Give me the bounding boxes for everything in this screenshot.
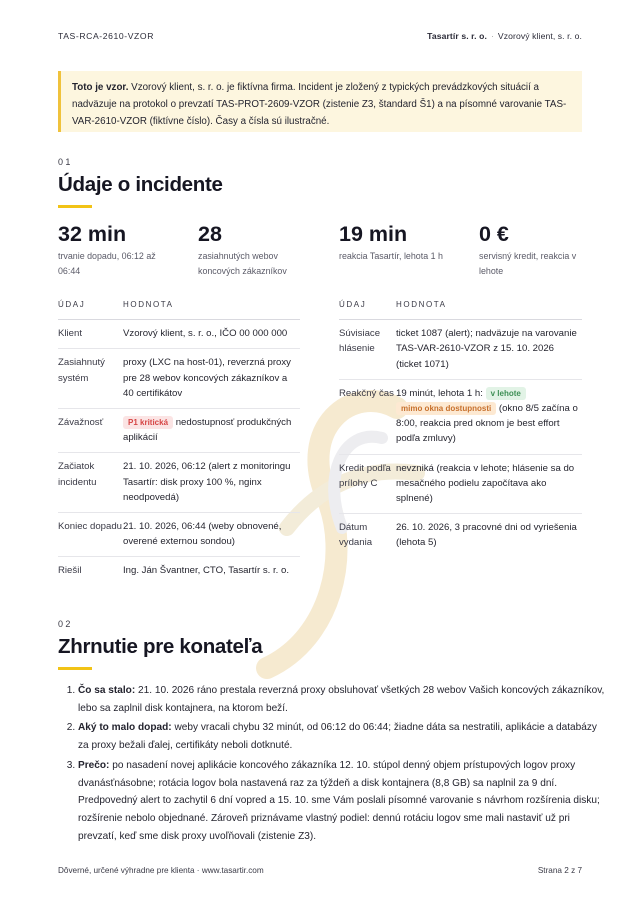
kpi-reaction	[339, 222, 459, 264]
section-number: 02	[58, 619, 73, 629]
row-label: Zasiahnutý systém	[58, 349, 123, 409]
reaction-time-text: 19 minút, lehota 1 h:	[396, 387, 483, 399]
section-number: 01	[58, 157, 73, 167]
kpi-duration	[58, 222, 178, 279]
row-value: 21. 10. 2026, 06:12 (alert z monitoringu Tasartír: disk proxy 100 %, nginx neodpovedá)	[123, 453, 300, 513]
row-value: ticket 1087 (alert); nadväzuje na varovanie TAS-VAR-2610-VZOR z 15. 10. 2026 (ticket 1071)	[396, 320, 582, 380]
header-separator: ·	[490, 31, 494, 41]
item-lead: Aký to malo dopad:	[78, 722, 172, 734]
table-row	[58, 320, 300, 349]
header-right	[427, 31, 582, 41]
table-row	[339, 379, 582, 454]
section-title: Údaje o incidente	[58, 173, 223, 196]
row-value: 26. 10. 2026, 3 pracovné dni od vyriešenia (lehota 5)	[396, 522, 577, 549]
column-header: HODNOTA	[396, 297, 582, 320]
kpi-service-credit	[479, 222, 599, 279]
executive-summary-list	[58, 682, 606, 847]
item-text: weby vracali chybu 32 minút, od 06:12 do 06:44; žiadne dáta sa nestratili, aplikácie a databázy za proxy bežali ďalej, certifikáty neboli dotknuté.	[78, 722, 597, 752]
item-text: 21. 10. 2026 ráno prestala reverzná proxy obsluhovať všetkých 28 webov Vašich koncových zákazníkov, lebo sa zaplnil disk kontajnera, na ktorom beží.	[78, 685, 605, 714]
sample-notice	[58, 71, 582, 132]
kpi-value: 19 min	[339, 222, 408, 246]
row-label: Koniec dopadu	[58, 513, 123, 557]
sample-notice-lead: Toto je vzor.	[72, 82, 129, 93]
kpi-value: 32 min	[58, 222, 127, 246]
table-header-row	[58, 297, 300, 320]
page-header	[58, 31, 582, 43]
in-time-badge: v lehote	[486, 387, 526, 400]
kpi-label: trvanie dopadu, 06:12 až 06:44	[58, 251, 156, 276]
table-row	[339, 320, 582, 380]
kpi-affected-sites	[198, 222, 318, 279]
table-row	[58, 453, 300, 513]
section-title: Zhrnutie pre konateľa	[58, 635, 263, 658]
row-label: Súvisiace hlásenie	[339, 320, 396, 380]
column-header: HODNOTA	[123, 297, 300, 320]
severity-text: nedostupnosť produkčných aplikácií	[123, 417, 292, 444]
list-item	[78, 719, 606, 754]
table-row	[58, 513, 300, 557]
row-label: Dátum vydania	[339, 522, 373, 549]
item-text: po nasadení novej aplikácie koncového zákazníka 12. 10. stúpol denný objem prístupových logov proxy dvanásťnásobne; rotácia logov bola nastavená raz za týždeň a disk kontajnera (8,8 GB) sa naplnil za 9 dní. Predpovedný alert to zachytil 6 dní vopred a 15. 10. sme Vám poslali písomné varovanie s návrhom rozšírenia disku; rozšírenie nebolo objednané. Zároveň priznávame vlastný podiel: dennú rotáciu logov sme mali nastaviť už pri prevzatí, keď sme disk proxy uvoľňovali (zistenie Z3).	[78, 759, 600, 842]
sample-notice-text: Vzorový klient, s. r. o. je fiktívna firma. Incident je zložený z typických prevádzkových situácií a nadväzuje na protokol o prevzatí TAS-PROT-2609-VZOR (zistenie Z3, štandard Š1) a na písomné varovanie TAS-VAR-2610-VZOR (fiktívne číslo). Časy a čísla sú ilustračné.	[72, 82, 567, 127]
confidentiality-note: Dôverné, určené výhradne pre klienta · www.tasartir.com	[58, 866, 264, 875]
kpi-value: 0 €	[479, 222, 509, 246]
item-lead: Prečo:	[78, 759, 110, 771]
row-value: nevzniká (reakcia v lehote; hlásenie sa do mesačného podielu započítava ako splnené)	[396, 454, 582, 514]
table-header-row	[339, 297, 582, 320]
table-row	[58, 557, 300, 586]
list-item	[78, 682, 606, 717]
column-header: ÚDAJ	[58, 297, 123, 320]
section-underline	[58, 205, 92, 208]
kpi-label: reakcia Tasartír, lehota 1 h	[339, 251, 443, 261]
row-label: Riešil	[58, 565, 82, 577]
row-label: Reakčný čas	[339, 379, 396, 454]
incident-details-table	[58, 297, 300, 586]
page-number: Strana 2 z 7	[537, 866, 582, 875]
table-row	[339, 514, 582, 558]
table-row	[339, 454, 582, 514]
row-label: Závažnosť	[58, 409, 123, 453]
row-label: Začiatok incidentu	[58, 453, 123, 513]
kpi-label: servisný kredit, reakcia v lehote	[479, 251, 577, 276]
row-value	[123, 409, 300, 453]
severity-badge: P1 kritická	[123, 416, 173, 429]
page-footer	[58, 866, 582, 875]
table-row	[58, 349, 300, 409]
row-value: proxy (LXC na host-01), reverzná proxy pre 28 webov koncových zákazníkov a 40 certifikátov	[123, 349, 300, 409]
document-id: TAS-RCA-2610-VZOR	[58, 31, 154, 41]
row-value: 21. 10. 2026, 06:44 (weby obnovené, overené externou sondou)	[123, 513, 300, 557]
kpi-value: 28	[198, 222, 222, 246]
client-name: Vzorový klient, s. r. o.	[497, 31, 582, 41]
outside-window-badge: mimo okna dostupnosti	[396, 402, 496, 415]
column-header: ÚDAJ	[339, 297, 396, 320]
row-label: Kredit podľa prílohy C	[339, 454, 396, 514]
section-underline	[58, 667, 92, 670]
row-value: Ing. Ján Švantner, CTO, Tasartír s. r. o.	[123, 565, 290, 577]
table-row	[58, 409, 300, 453]
incident-reference-table	[339, 297, 582, 558]
reaction-time-note: (okno 8/5 začína o 8:00, reakcia pred oknom je best effort podľa zmluvy)	[396, 403, 578, 445]
row-label: Klient	[58, 320, 123, 349]
row-value: Vzorový klient, s. r. o., IČO 00 000 000	[123, 320, 300, 349]
item-lead: Čo sa stalo:	[78, 685, 136, 696]
kpi-label: zasiahnutých webov koncových zákazníkov	[198, 251, 287, 276]
row-value	[396, 379, 582, 454]
company-name: Tasartír s. r. o.	[427, 31, 487, 41]
list-item	[78, 757, 606, 846]
